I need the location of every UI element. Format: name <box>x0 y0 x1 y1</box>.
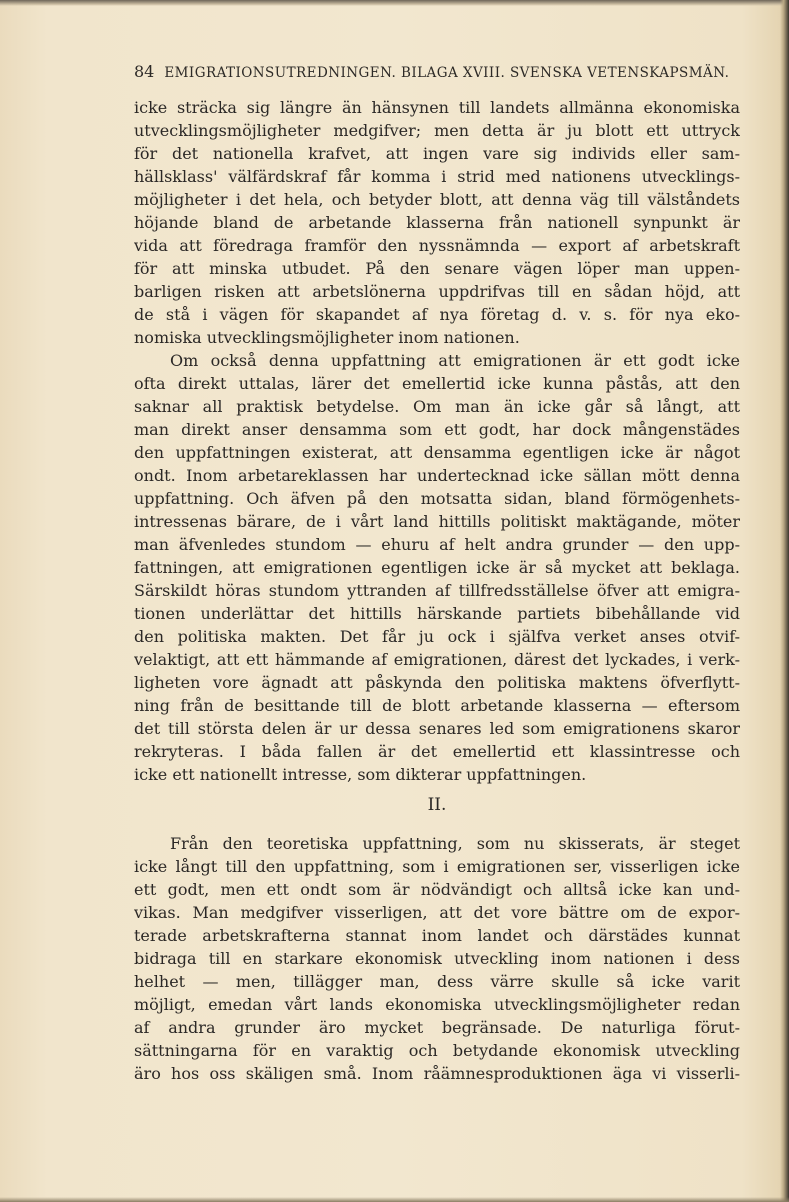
page-right-edge <box>780 0 789 1202</box>
text-line: helhet — men, tillägger man, dess värre skulle så icke varit <box>134 972 740 991</box>
text-line: sättningarna för en varaktig och betydande ekonomisk utveckling <box>134 1041 740 1060</box>
text-line: hällsklass' välfärdskraf får komma i strid med nationens utvecklings- <box>134 167 740 186</box>
page-top-edge <box>0 0 789 6</box>
text-line: vikas. Man medgifver visserligen, att det vore bättre om de expor- <box>134 903 740 922</box>
text-line: ligheten vore ägnadt att påskynda den politiska maktens öfverflytt- <box>134 673 740 692</box>
text-line: ofta direkt uttalas, lärer det emellertid icke kunna påstås, att den <box>134 374 740 393</box>
section-one-body <box>134 96 740 786</box>
text-line: möjligt, emedan vårt lands ekonomiska utvecklingsmöjligheter redan <box>134 995 740 1014</box>
text-line: den uppfattningen existerat, att densamma egentligen icke är något <box>134 443 740 462</box>
running-title: EMIGRATIONSUTREDNINGEN. BILAGA XVIII. SVENSKA VETENSKAPSMÄN. <box>164 65 730 81</box>
text-line: Särskildt höras stundom yttranden af tillfredsställelse öfver att emigra- <box>134 581 740 600</box>
text-line: det till största delen är ur dessa senares led som emigrationens skaror <box>134 719 740 738</box>
text-line: äro hos oss skäligen små. Inom råämnesproduktionen äga vi visserli- <box>134 1064 740 1083</box>
text-line: man äfvenledes stundom — ehuru af helt andra grunder — den upp- <box>134 535 740 554</box>
text-line: ning från de besittande till de blott arbetande klasserna — eftersom <box>134 696 740 715</box>
text-line: ondt. Inom arbetareklassen har undertecknad icke sällan mött denna <box>134 466 740 485</box>
text-line: höjande bland de arbetande klasserna från nationell synpunkt är <box>134 213 740 232</box>
text-line: de stå i vägen för skapandet af nya företag d. v. s. för nya eko- <box>134 305 740 324</box>
text-line: uppfattning. Och äfven på den motsatta sidan, bland förmögenhets- <box>134 489 740 508</box>
text-line: utvecklingsmöjligheter medgifver; men detta är ju blott ett uttryck <box>134 121 740 140</box>
text-line: man direkt anser densamma som ett godt, har dock mångenstädes <box>134 420 740 439</box>
text-line: terade arbetskrafterna stannat inom landet och därstädes kunnat <box>134 926 740 945</box>
text-line: ett godt, men ett ondt som är nödvändigt och alltså icke kan und- <box>134 880 740 899</box>
text-line: den politiska makten. Det får ju ock i själfva verket anses otvif- <box>134 627 740 646</box>
text-line: barligen risken att arbetslönerna uppdrifvas till en sådan höjd, att <box>134 282 740 301</box>
text-line: Från den teoretiska uppfattning, som nu skisserats, är steget <box>170 834 740 853</box>
text-line: icke sträcka sig längre än hänsynen till landets allmänna ekonomiska <box>134 98 740 117</box>
section-heading: II. <box>427 795 447 815</box>
text-line: vida att föredraga framför den nyssnämnda — export af arbetskraft <box>134 236 740 255</box>
page-header <box>134 62 740 81</box>
text-line: bidraga till en starkare ekonomisk utveckling inom nationen i dess <box>134 949 740 968</box>
text-line: saknar all praktisk betydelse. Om man än icke går så långt, att <box>134 397 740 416</box>
section-two-body <box>134 832 740 1085</box>
text-line: för det nationella krafvet, att ingen vare sig individs eller sam- <box>134 144 740 163</box>
text-line: icke långt till den uppfattning, som i emigrationen ser, visserligen icke <box>134 857 740 876</box>
text-line: nomiska utvecklingsmöjligheter inom nationen. <box>134 328 520 347</box>
text-line: tionen underlättar det hittills härskande partiets bibehållande vid <box>134 604 740 623</box>
page-bottom-edge <box>0 1197 789 1202</box>
text-line: intressenas bärare, de i vårt land hittills politiskt maktägande, möter <box>134 512 740 531</box>
text-line: af andra grunder äro mycket begränsade. De naturliga förut- <box>134 1018 740 1037</box>
text-line: icke ett nationellt intresse, som dikterar uppfattningen. <box>134 765 587 784</box>
text-line: möjligheter i det hela, och betyder blott, att denna väg till välståndets <box>134 190 740 209</box>
page-number: 84 <box>134 62 155 81</box>
text-line: fattningen, att emigrationen egentligen icke är så mycket att beklaga. <box>134 558 740 577</box>
text-line: Om också denna uppfattning att emigrationen är ett godt icke <box>170 351 740 370</box>
text-line: för att minska utbudet. På den senare vägen löper man uppen- <box>134 259 740 278</box>
text-line: rekryteras. I båda fallen är det emellertid ett klassintresse och <box>134 742 740 761</box>
text-line: velaktigt, att ett hämmande af emigrationen, därest det lyckades, i verk- <box>134 650 740 669</box>
